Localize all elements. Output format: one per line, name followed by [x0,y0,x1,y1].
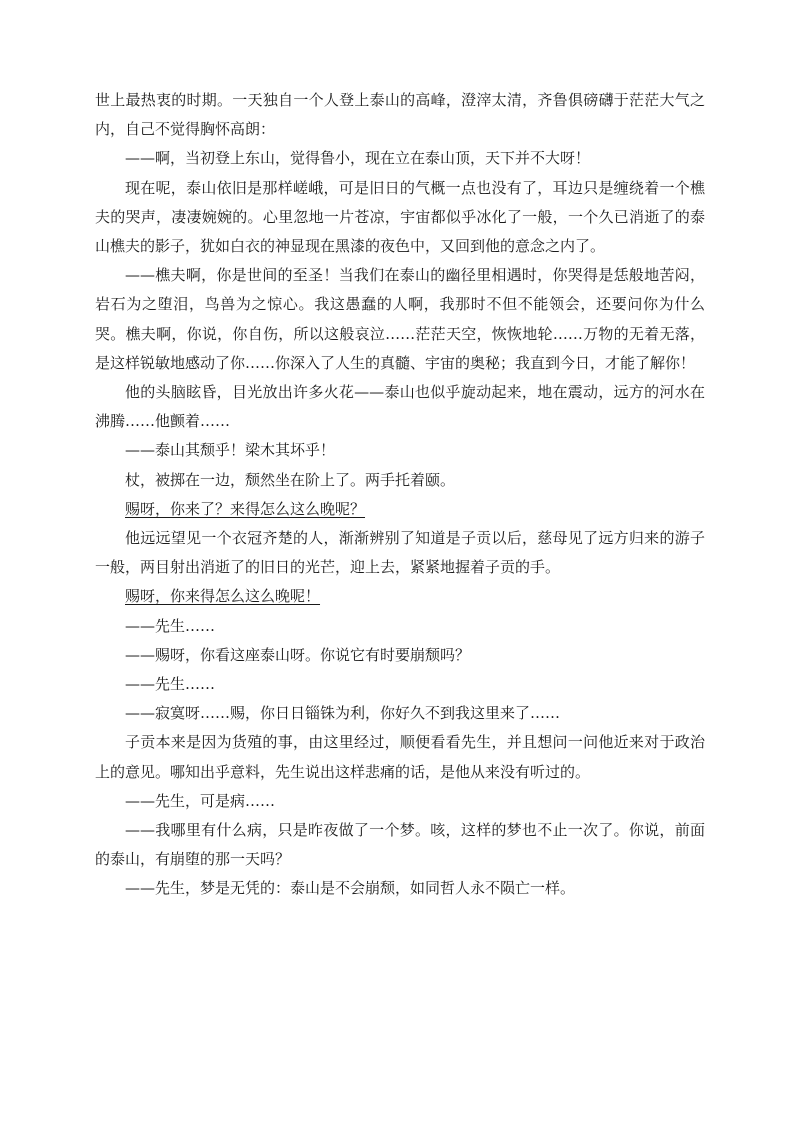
underlined-dialogue: 赐呀，你来了？来得怎么这么晚呢？ [125,499,366,518]
paragraph: ——我哪里有什么病，只是昨夜做了一个梦。咳，这样的梦也不止一次了。你说，前面的泰山，有崩堕的那一天吗？ [95,821,705,869]
article-body [95,86,705,904]
paragraph: ——赐呀，你看这座泰山呀。你说它有时要崩颓吗？ [125,645,471,664]
paragraph: 世上最热衷的时期。一天独自一个人登上泰山的高峰，澄滓太清，齐鲁俱磅礴于茫茫大气之内，自己不觉得胸怀高朗： [95,91,705,139]
paragraph: ——先生…… [125,616,216,635]
paragraph: 他的头脑眩昏，目光放出许多火花——泰山也似乎旋动起来，地在震动，远方的河水在沸腾……他颤着…… [95,383,705,431]
paragraph: ——樵夫啊，你是世间的至圣！当我们在泰山的幽径里相遇时，你哭得是恁般地苦闷，岩石为之堕泪，鸟兽为之惊心。我这愚蠢的人啊，我那时不但不能领会，还要问你为什么哭。樵夫啊，你说，你自伤，所以这般哀泣……茫茫天空，恢恢地轮……万物的无着无落，是这样锐敏地感动了你……你深入了人生的真髓、宇宙的奥秘；我直到今日，才能了解你！ [95,266,705,372]
paragraph [95,582,705,611]
paragraph: ——寂寞呀……赐，你日日锱铢为利，你好久不到我这里来了…… [125,704,561,723]
paragraph: ——先生…… [125,675,216,694]
paragraph: ——泰山其颓乎！梁木其坏乎！ [125,441,336,460]
underlined-dialogue: 赐呀，你来得怎么这么晚呢！ [125,587,321,606]
paragraph: 杖，被掷在一边，颓然坐在阶上了。两手托着颐。 [125,470,456,489]
paragraph [95,495,705,524]
paragraph: ——啊，当初登上东山，觉得鲁小，现在立在泰山顶，天下并不大呀！ [125,149,591,168]
paragraph: 子贡本来是因为货殖的事，由这里经过，顺便看看先生，并且想问一问他近来对于政治上的意见。哪知出乎意料，先生说出这样悲痛的话，是他从来没有听过的。 [95,733,705,781]
paragraph: ——先生，可是病…… [125,791,276,810]
paragraph: 他远远望见一个衣冠齐楚的人，渐渐辨别了知道是子贡以后，慈母见了远方归来的游子一般，两目射出消逝了的旧日的光芒，迎上去，紧紧地握着子贡的手。 [95,529,705,577]
paragraph: ——先生，梦是无凭的：泰山是不会崩颓，如同哲人永不陨亡一样。 [125,879,576,898]
paragraph: 现在呢，泰山依旧是那样嵯峨，可是旧日的气概一点也没有了，耳边只是缠绕着一个樵夫的哭声，凄凄婉婉的。心里忽地一片苍凉，宇宙都似乎冰化了一般，一个久已消逝了的泰山樵夫的影子，犹如白衣的神显现在黑漆的夜色中，又回到他的意念之内了。 [95,178,705,256]
